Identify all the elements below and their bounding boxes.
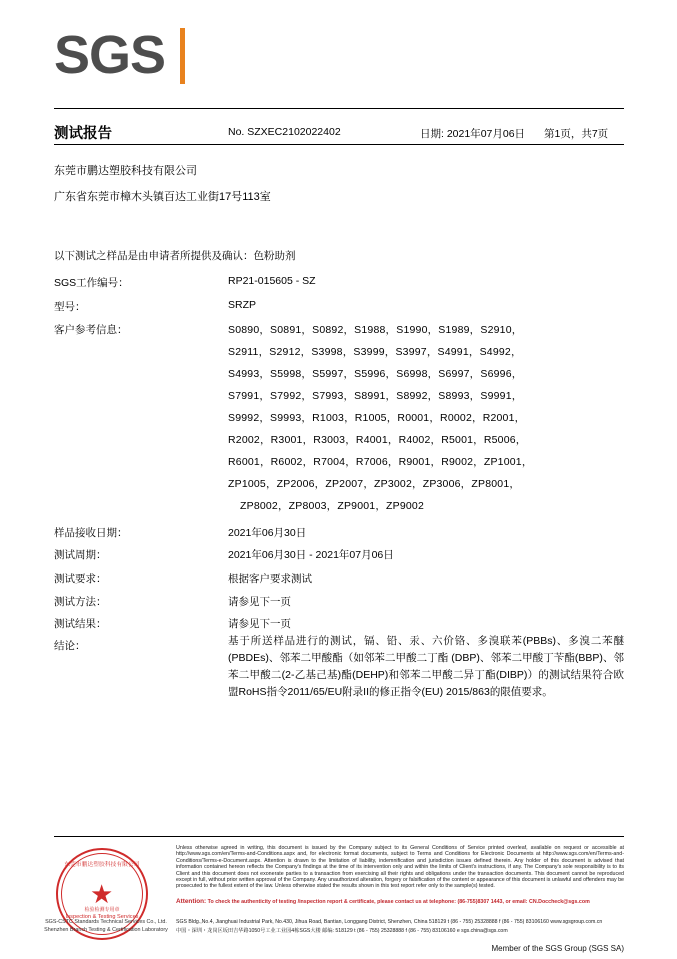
seal-caption-line2: Shenzhen Branch Testing & Certification Laboratory	[44, 927, 168, 933]
report-number: No. SZXEC2102022402	[228, 126, 341, 138]
customer-ref-line: R6001，R6002，R7004，R7006，R9001，R9002，ZP1001，	[228, 456, 533, 468]
customer-ref-line: S4993，S5998，S5997，S5996，S6998，S6997，S6996，	[228, 368, 523, 380]
field-value-test-requirement: 根据客户要求测试	[228, 573, 312, 585]
page-number: 第1页，共7页	[544, 128, 609, 140]
conclusion-text: 基于所送样品进行的测试，镉、铅、汞、六价铬、多溴联苯(PBBs)、多溴二苯醚(PBDEs)、邻苯二甲酸酯（如邻苯二甲酸二丁酯 (DBP)、邻苯二甲酸丁苄酯(BBP)、邻苯二甲酸二(2-乙基己基)酯(DEHP)和邻苯二甲酸二异丁酯(DIBP)）的测试结果符合欧盟RoHS指令2011/65/EU附录II的修正指令(EU) 2015/863的限值要求。	[228, 635, 624, 698]
field-label-test-requirement: 测试要求：	[54, 573, 107, 585]
sgs-logo	[54, 26, 194, 88]
customer-ref-line: S0890，S0891，S0892，S1988，S1990，S1989，S2910，	[228, 324, 523, 336]
customer-ref-line: S9992，S9993，R1003，R1005，R0001，R0002，R2001，	[228, 412, 526, 424]
field-label-test-method: 测试方法：	[54, 596, 107, 608]
seal-caption-line1: SGS-CSTC Standards Technical Services Co., Ltd.	[45, 919, 167, 925]
footer-address-en: SGS Bldg.,No.4, Jianghuai Industrial Park, No.430, Jihua Road, Bantian, Longgang District, Shenzhen, China 518129 t (86 - 755) 25328888 f (86 - 755) 83106160 www.sgsgroup.com.cn	[176, 919, 603, 925]
seal-top-text: 东莞市鹏达塑胶科技有限公司	[64, 862, 140, 868]
seal-middle-text: 检验检测专用章	[84, 907, 120, 913]
field-value-received-date: 2021年06月30日	[228, 527, 307, 539]
customer-ref-line: S7991，S7992，S7993，S8991，S8992，S8993，S9991，	[228, 390, 523, 402]
field-value-test-period: 2021年06月30日 - 2021年07月06日	[228, 549, 394, 561]
title-divider	[54, 144, 624, 145]
field-value-test-method: 请参见下一页	[228, 596, 291, 608]
star-icon: ★	[90, 879, 114, 909]
header-divider	[54, 108, 624, 109]
field-label-conclusion: 结论：	[54, 640, 86, 652]
field-label-model: 型号：	[54, 301, 86, 313]
field-label-job-no: SGS工作编号：	[54, 277, 129, 289]
customer-ref-line: ZP8002，ZP8003，ZP9001，ZP9002	[240, 500, 425, 512]
footer-address-block	[176, 918, 624, 935]
customer-ref-line: ZP1005，ZP2006，ZP2007，ZP3002，ZP3006，ZP8001，	[228, 478, 521, 490]
footer-member-text: Member of the SGS Group (SGS SA)	[491, 944, 624, 953]
footer-attention-label: Attention:	[176, 898, 207, 905]
seal-bottom-text: Inspection & Testing Services	[65, 914, 139, 920]
page-title: 测试报告	[54, 126, 112, 142]
field-label-received-date: 样品接收日期：	[54, 527, 128, 539]
customer-ref-line: R2002，R3001，R3003，R4001，R4002，R5001，R5006，	[228, 434, 527, 446]
field-label-test-result: 测试结果：	[54, 618, 107, 630]
field-value-model: SRZP	[228, 299, 257, 311]
footer-legal-text: Unless otherwise agreed in writing, this document is issued by the Company subject to its General Conditions of Service printed overleaf, available on request or accessible at http://www.sgs.com/en/Terms-and-Conditions.aspx and, for electronic format documents, subject to Terms and Conditions for Electronic Documents at http://www.sgs.com/en/Terms-and-Conditions/Terms-e-Document.aspx. Attention is drawn to the limitation of liability, indemnification and jurisdiction issues defined therein. Any holder of this document is advised that information contained hereon reflects the Company's findings at the time of its intervention only and within the limits of Client's instructions, if any. The Company's sole responsibility is to its Client and this document does not exonerate parties to a transaction from exercising all their rights and obligations under the transaction documents. This document cannot be reproduced except in full, without prior written approval of the Company. Any unauthorized alteration, forgery or falsification of the content or appearance of this document is unlawful and offenders may be prosecuted to the fullest extent of the law. Unless otherwise stated the results shown in this test report refer only to the sample(s) tested.	[176, 845, 624, 890]
field-label-customer-ref: 客户参考信息：	[54, 324, 128, 336]
customer-ref-line: S2911，S2912，S3998，S3999，S3997，S4991，S4992，	[228, 346, 522, 358]
seal-caption	[36, 918, 176, 934]
footer-divider	[54, 836, 624, 837]
footer-address-cn: 中国・深圳・龙岗区坂田吉华路1050号工业工业园4栋SGS大楼 邮编: 518129 t (86 - 755) 25328888 f (86 - 755) 83106160 e sgs.china@sgs.com	[176, 927, 508, 934]
field-value-test-result: 请参见下一页	[228, 618, 291, 630]
sgs-logo-text: SGS	[54, 25, 166, 85]
company-address: 广东省东莞市樟木头镇百达工业街17号113室	[54, 191, 271, 203]
field-value-job-no: RP21-015605 - SZ	[228, 275, 316, 287]
company-name: 东莞市鹏达塑胶科技有限公司	[54, 165, 197, 177]
footer-attention-text: To check the authenticity of testing /inspection report & certificate, please contact us at telephone: (86-755)8307 1443, or email: CN.Doccheck@sgs.com	[207, 899, 590, 905]
field-label-test-period: 测试周期：	[54, 549, 107, 561]
sgs-logo-accent-bar	[180, 28, 185, 84]
sample-statement: 以下测试之样品是由申请者所提供及确认：色粉助剂	[54, 250, 296, 262]
report-date: 日期: 2021年07月06日	[420, 128, 526, 140]
footer-attention	[176, 898, 624, 906]
